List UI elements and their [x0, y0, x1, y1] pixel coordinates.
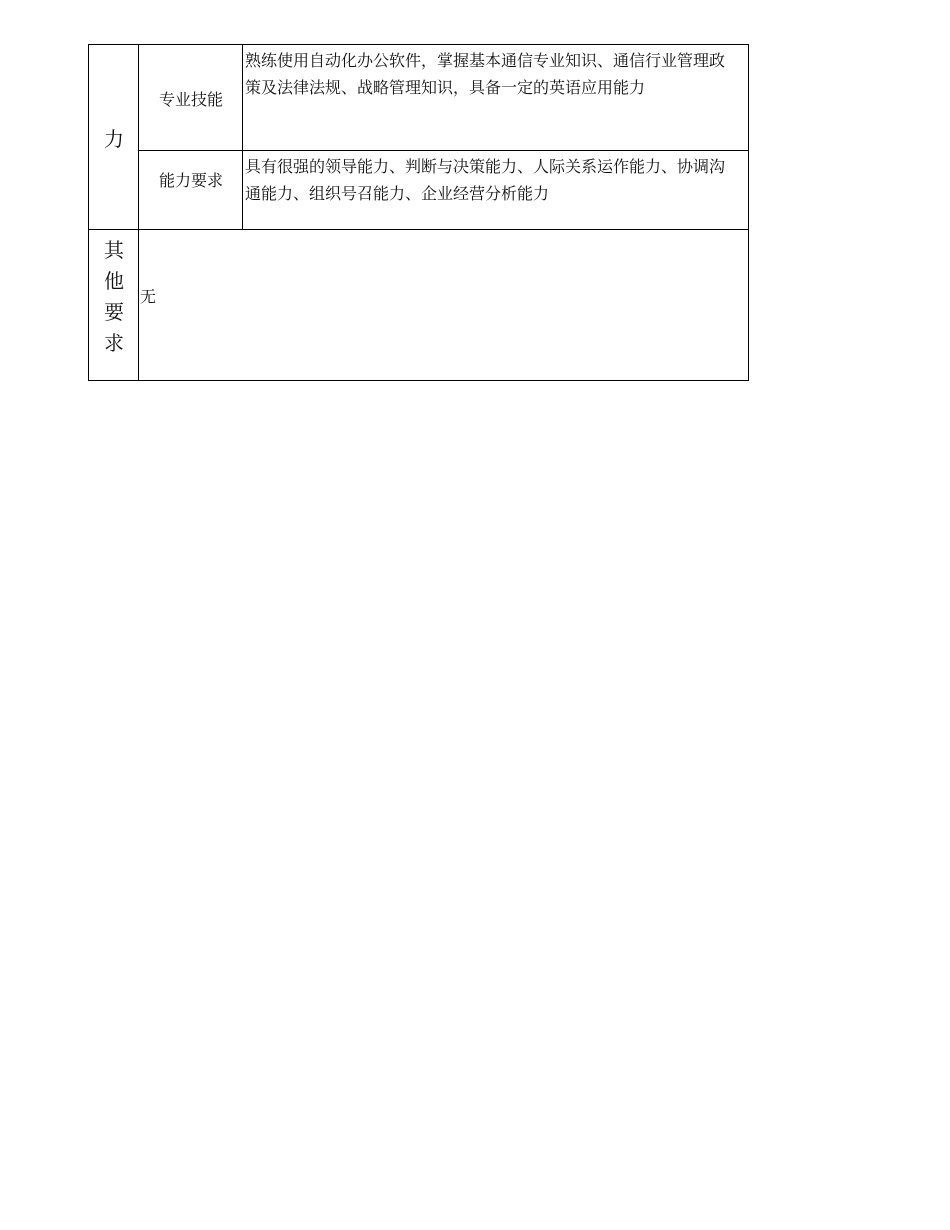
ability-header-text: 力: [104, 127, 124, 151]
ability-requirement-description-cell: [242, 150, 749, 231]
skill-label-cell: [138, 44, 244, 152]
other-label-char: 要: [104, 300, 124, 324]
ability-section-header: [88, 44, 140, 231]
ability-requirement-label: 能力要求: [158, 171, 223, 190]
skill-description: 熟练使用自动化办公软件，掌握基本通信专业知识、通信行业管理政策及法律法规、战略管理知识，具备一定的英语应用能力: [245, 51, 726, 97]
other-requirements-label: [104, 235, 124, 359]
skill-label: 专业技能: [158, 89, 223, 109]
other-label-char: 其: [104, 238, 124, 262]
skill-description-cell: [242, 44, 749, 152]
requirements-table: [88, 44, 749, 381]
other-requirements-value-cell: [138, 229, 749, 381]
other-requirements-header: [88, 229, 140, 381]
other-label-char: 他: [104, 269, 124, 293]
ability-requirement-label-cell: [138, 150, 244, 231]
other-requirements-value: 无: [140, 287, 157, 306]
ability-requirement-description: 具有很强的领导能力、判断与决策能力、人际关系运作能力、协调沟通能力、组织号召能力、企业经营分析能力: [245, 157, 726, 203]
other-label-char: 求: [104, 331, 124, 355]
